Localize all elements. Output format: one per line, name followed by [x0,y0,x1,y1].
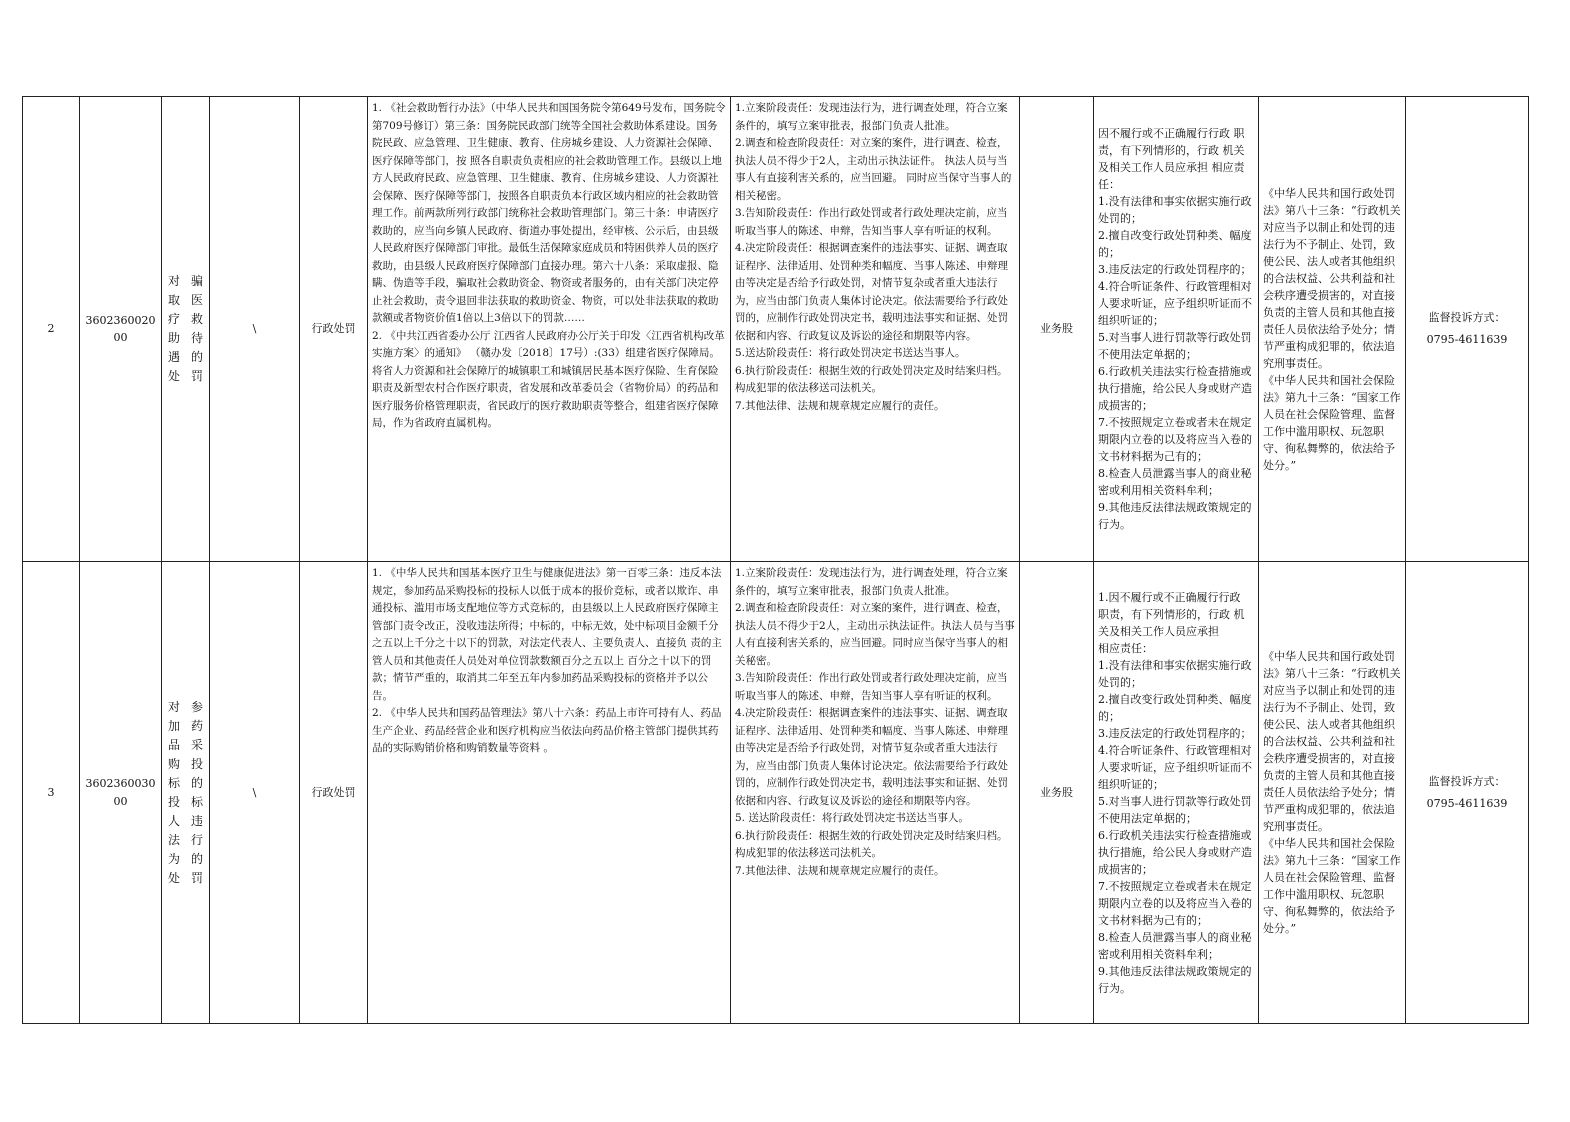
table-row [23,562,1529,1024]
sub-item: \ [210,97,300,562]
power-list-table [22,96,1529,1024]
accountability-cases: 因不履行或不正确履行行政 职责，有下列情形的，行政 机关及相关工作人员应承担 相应责任： 1.没有法律和事实依据实施行政处罚的； 2.擅自改变行政处罚种类、幅度的； 3.违反法定的行政处罚程序的； 4.符合听证条件、行政管理相对人要求听证，应予组织听证而不组织听证的； 5.对当事人进行罚款等行政处罚不使用法定单据的； 6.行政机关违法实行检查措施或执行措施，给公民人身或财产造成损害的； 7.不按照规定立卷或者未在规定期限内立卷的以及将应当入卷的文书材料据为己有的； 8.检查人员泄露当事人的商业秘密或利用相关资料牟利； 9.其他违反法律法规政策规定的行为。 [1094,97,1259,562]
complaint-contact: 监督投诉方式： 0795-4611639 [1406,97,1529,562]
row-number: 2 [23,97,80,562]
responsibility-items: 1.立案阶段责任：发现违法行为，进行调查处理，符合立案条件的，填写立案审批表，报部门负责人批准。 2.调查和检查阶段责任：对立案的案件，进行调查、检查，执法人员不得少于2人，主动出示执法证件。 执法人员与当事人有直接利害关系的，应当回避。 同时应当保守当事人的相关秘密。 3.告知阶段责任：作出行政处罚或者行政处理决定前，应当听取当事人的陈述、申辩，告知当事人享有听证的权利。 4.决定阶段责任：根据调查案件的违法事实、证据、调查取证程序、法律适用、处罚种类和幅度、当事人陈述、申辩理由等决定是否给予行政处罚，对情节复杂或者重大违法行为，应当由部门负责人集体讨论决定。依法需要给予行政处罚的，应制作行政处罚决定书，载明违法事实和证据、处罚依据和内容、行政复议及诉讼的途径和期限等内容。 5.送达阶段责任：将行政处罚决定书送达当事人。 6.执行阶段责任：根据生效的行政处罚决定及时结案归档。构成犯罪的依法移送司法机关。 7.其他法律、法规和规章规定应履行的责任。 [731,97,1020,562]
item-code: 360236002000 [80,97,162,562]
accountability-cases: 1.因不履行或不正确履行行政 职责，有下列情形的，行政 机关及相关工作人员应承担 相应责任： 1.没有法律和事实依据实施行政处罚的； 2.擅自改变行政处罚种类、幅度的； 3.违反法定的行政处罚程序的； 4.符合听证条件、行政管理相对人要求听证，应予组织听证而不组织听证的； 5.对当事人进行罚款等行政处罚不使用法定单据的； 6.行政机关违法实行检查措施或执行措施，给公民人身或财产造成损害的； 7.不按照规定立卷或者未在规定期限内立卷的以及将应当入卷的文书材料据为己有的； 8.检查人员泄露当事人的商业秘密或利用相关资料牟利； 9.其他违反法律法规政策规定的行为。 [1094,562,1259,1024]
sub-item: \ [210,562,300,1024]
responsible-department: 业务股 [1020,562,1094,1024]
item-name: 对参加药品采购投标的投标人违法行为的处罚 [162,562,210,1024]
table-row [23,97,1529,562]
legal-basis: 1. 《社会救助暂行办法》（中华人民共和国国务院令第649号发布，国务院令第709号修订）第三条：国务院民政部门统等全国社会救助体系建设。国务院民政、应急管理、卫生健康、教育、住房城乡建设、人力资源社会保障、医疗保障等部门，按 照各自职责负责相应的社会救助管理工作。县级以上地方人民政府民政、应急管理、卫生健康、教育、住房城乡建设、人力资源社会保障、医疗保障等部门，按照各自职责负本行政区域内相应的社会救助管理工作。前两款所列行政部门统称社会救助管理部门。第三十条：申请医疗救助的，应当向乡镇人民政府、街道办事处提出，经审核、公示后，由县级人民政府医疗保障部门审批。最低生活保障家庭成员和特困供养人员的医疗救助，由县级人民政府医疗保障部门直接办理。第六十八条：采取虚报、隐瞒、伪造等手段，骗取社会救助资金、物资或者服务的，由有关部门决定停止社会救助，责令退回非法获取的救助资金、物资，可以处非法获取的救助款额或者物资价值1倍以上3倍以下的罚款…… 2. 《中共江西省委办公厅 江西省人民政府办公厅关于印发〈江西省机构改革实施方案〉的通知》 （赣办发〔2018〕17号）:(33）组建省医疗保障局。将省人力资源和社会保障厅的城镇职工和城镇居民基本医疗保险、生育保险职责及新型农村合作医疗职责，省发展和改革委员会（省物价局）的药品和医疗服务价格管理职责，省民政厅的医疗救助职责等整合，组建省医疗保障局，作为省政府直属机构。 [368,97,731,562]
complaint-contact: 监督投诉方式： 0795-4611639 [1406,562,1529,1024]
item-name: 对骗取医疗救助待遇的处罚 [162,97,210,562]
accountability-basis: 《中华人民共和国行政处罚法》第八十三条：“行政机关对应当予以制止和处罚的违法行为不予制止、处罚，致使公民、法人或者其他组织的合法权益、公共利益和社会秩序遭受损害的，对直接负责的主管人员和其他直接责任人员依法给予处分；情节严重构成犯罪的，依法追究刑事责任。 《中华人民共和国社会保险法》第九十三条：“国家工作人员在社会保险管理、监督工作中滥用职权、玩忽职守、徇私舞弊的，依法给予处分。” [1259,562,1406,1024]
power-type: 行政处罚 [300,562,368,1024]
responsible-department: 业务股 [1020,97,1094,562]
legal-basis: 1. 《中华人民共和国基本医疗卫生与健康促进法》第一百零三条：违反本法规定，参加药品采购投标的投标人以低于成本的报价竞标，或者以欺诈、串通投标、滥用市场支配地位等方式竞标的，由县级以上人民政府医疗保障主管部门责令改正，没收违法所得；中标的，中标无效，处中标项目金额千分之五以上千分之十以下的罚款，对法定代表人、主要负责人、直接负 责的主管人员和其他责任人员处对单位罚款数额百分之五以上 百分之十以下的罚款；情节严重的，取消其二年至五年内参加药品采购投标的资格并予以公告。 2. 《中华人民共和国药品管理法》第八十六条：药品上市许可持有人、药品生产企业、药品经营企业和医疗机构应当依法向药品价格主管部门提供其药品的实际购销价格和购销数量等资料 。 [368,562,731,1024]
responsibility-items: 1.立案阶段责任：发现违法行为，进行调查处理，符合立案条件的，填写立案审批表，报部门负责人批准。 2.调查和检查阶段责任：对立案的案件，进行调查、检查，执法人员不得少于2人，主动出示执法证件。执法人员与当事人有直接利害关系的，应当回避。同时应当保守当事人的相关秘密。 3.告知阶段责任：作出行政处罚或者行政处理决定前，应当听取当事人的陈述、申辩，告知当事人享有听证的权利。 4.决定阶段责任：根据调查案件的违法事实、证据、调查取证程序、法律适用、处罚种类和幅度、当事人陈述、申辩理由等决定是否给予行政处罚，对情节复杂或者重大违法行为，应当由部门负责人集体讨论决定。依法需要给予行政处罚的，应制作行政处罚决定书，载明违法事实和证据、处罚依据和内容、行政复议及诉讼的途径和期限等内容。 5. 送达阶段责任：将行政处罚决定书送达当事人。 6.执行阶段责任：根据生效的行政处罚决定及时结案归档。构成犯罪的依法移送司法机关。 7.其他法律、法规和规章规定应履行的责任。 [731,562,1020,1024]
item-code: 360236003000 [80,562,162,1024]
power-type: 行政处罚 [300,97,368,562]
row-number: 3 [23,562,80,1024]
accountability-basis: 《中华人民共和国行政处罚法》第八十三条：“行政机关对应当予以制止和处罚的违法行为不予制止、处罚，致使公民、法人或者其他组织的合法权益、公共利益和社会秩序遭受损害的，对直接负责的主管人员和其他直接责任人员依法给予处分；情节严重构成犯罪的，依法追究刑事责任。 《中华人民共和国社会保险法》第九十三条：“国家工作人员在社会保险管理、监督工作中滥用职权、玩忽职守、徇私舞弊的，依法给予处分。” [1259,97,1406,562]
